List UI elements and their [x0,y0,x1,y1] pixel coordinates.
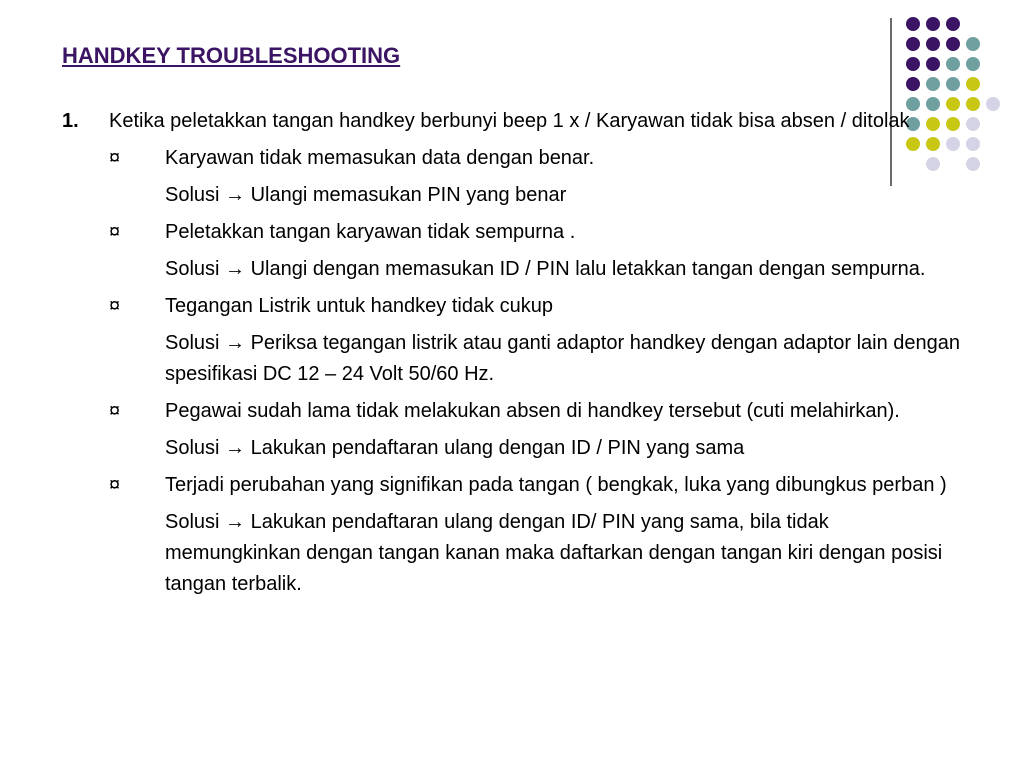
item-number: 1. [62,110,79,132]
bullet-symbol: ¤ [109,400,121,422]
decorative-dot [966,77,980,91]
decorative-dot [906,37,920,51]
decorative-dot [966,117,980,131]
bullet-item [62,396,962,427]
bullet-item [62,217,962,248]
decorative-dot [966,157,980,171]
decorative-dot [926,77,940,91]
decorative-dot [906,77,920,91]
solution-text: Solusi → Ulangi memasukan PIN yang benar [165,184,567,206]
bullet-symbol: ¤ [109,221,121,243]
decorative-dot [926,17,940,31]
item-text: Ketika peletakkan tangan handkey berbunyi beep 1 x / Karyawan tidak bisa absen / ditolak [109,110,910,132]
slide-body [62,106,962,606]
bullet-item [62,470,962,501]
solution-text: Solusi → Lakukan pendaftaran ulang dengan ID/ PIN yang sama, bila tidak memungkinkan dengan tangan kanan maka daftarkan dengan tangan kiri dengan posisi tangan terbalik. [165,511,943,595]
decorative-dot [926,57,940,71]
decorative-dot [966,37,980,51]
solution-text: Solusi → Ulangi dengan memasukan ID / PIN lalu letakkan tangan dengan sempurna. [165,258,926,280]
decorative-dot [926,37,940,51]
solution-text: Solusi → Periksa tegangan listrik atau ganti adaptor handkey dengan adaptor lain dengan spesifikasi DC 12 – 24 Volt 50/60 Hz. [165,332,960,385]
decorative-dot [966,137,980,151]
decorative-dot [946,37,960,51]
decorative-dot [946,77,960,91]
bullet-item [62,143,962,174]
bullet-text: Terjadi perubahan yang signifikan pada tangan ( bengkak, luka yang dibungkus perban ) [165,474,947,496]
bullet-text: Pegawai sudah lama tidak melakukan absen di handkey tersebut (cuti melahirkan). [165,400,900,422]
bullet-symbol: ¤ [109,474,121,496]
solution-text: Solusi → Lakukan pendaftaran ulang dengan ID / PIN yang sama [165,437,745,459]
decorative-dot [966,97,980,111]
bullet-text: Karyawan tidak memasukan data dengan benar. [165,147,595,169]
decorative-dot [906,17,920,31]
decorative-dot [946,57,960,71]
bullet-symbol: ¤ [109,147,121,169]
bullet-text: Peletakkan tangan karyawan tidak sempurna . [165,221,576,243]
slide-title: HANDKEY TROUBLESHOOTING [62,43,401,68]
decorative-dot [946,17,960,31]
decorative-dot [986,97,1000,111]
decorative-dot [906,57,920,71]
numbered-item-1 [62,106,962,137]
bullet-text: Tegangan Listrik untuk handkey tidak cukup [165,295,554,317]
bullet-symbol: ¤ [109,295,121,317]
bullet-item [62,291,962,322]
decorative-dot [966,57,980,71]
